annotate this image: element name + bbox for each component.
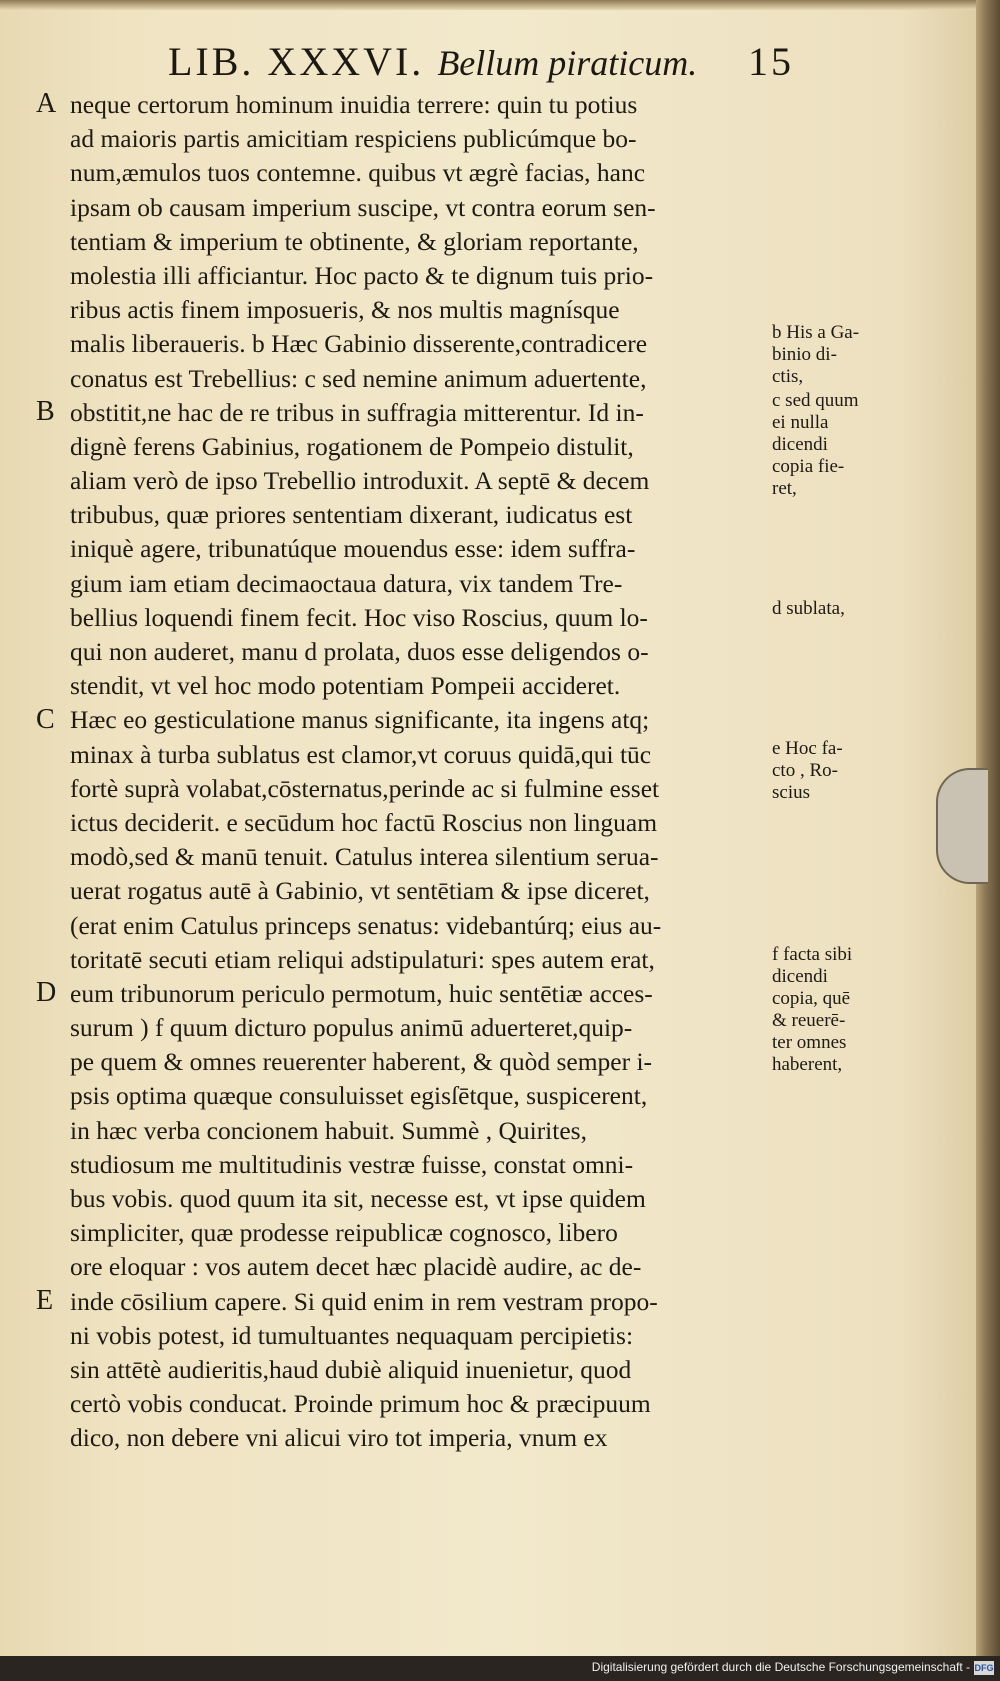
folio-number: 15 — [748, 39, 794, 84]
text-line: tentiam & imperium te obtinente, & gloriam reportante, — [70, 226, 639, 256]
section-letter: C — [36, 703, 55, 735]
text-line: uerat rogatus autē à Gabinio, vt sentētiam & ipse diceret, — [70, 876, 650, 906]
text-line: conatus est Trebellius: c sed nemine animum aduertente, — [70, 363, 647, 393]
text-line: surum ) f quum dicturo populus animū aduerteret,quip- — [70, 1013, 633, 1043]
margin-note-line: b His a Ga- — [772, 322, 860, 343]
text-line: in hæc verba concionem habuit. Summè , Quirites, — [70, 1115, 587, 1145]
text-line: ipsam ob causam imperium suscipe, vt contra eorum sen- — [70, 192, 656, 222]
margin-note — [772, 738, 892, 804]
margin-note-line: & reuerē- — [772, 1010, 846, 1031]
text-line: sin attētè audieritis,haud dubiè aliquid inuenietur, quod — [70, 1354, 632, 1384]
margin-note-line: ter omnes — [772, 1032, 847, 1053]
main-text-block — [70, 88, 770, 1456]
section-letter: E — [36, 1285, 54, 1316]
margin-note-line: binio di- — [772, 344, 837, 365]
text-line: iniquè agere, tribunatúque mouendus esse: idem suffra- — [70, 534, 636, 564]
text-line: modò,sed & manū tenuit. Catulus interea silentium serua- — [70, 842, 659, 872]
text-line: ni vobis potest, id tumultuantes nequaquam percipietis: — [70, 1320, 634, 1350]
text-line: ore eloquar : vos autem decet hæc placidè audire, ac de- — [70, 1252, 642, 1282]
text-line: obstitit,ne hac de re tribus in suffragia mitterentur. Id in- — [70, 397, 644, 427]
text-line: minax à turba sublatus est clamor,vt coruus quidā,qui tūc — [70, 739, 652, 769]
text-line: aliam verò de ipso Trebellio introduxit. A septē & decem — [70, 466, 650, 496]
subject-title: Bellum piraticum. — [437, 43, 698, 83]
text-line: Hæc eo gesticulatione manus significante, ita ingens atq; — [70, 705, 650, 735]
text-line: certò vobis conducat. Proinde primum hoc & præcipuum — [70, 1389, 651, 1419]
margin-note-line: e Hoc fa- — [772, 738, 843, 759]
text-line: eum tribunorum periculo permotum, huic sentētiæ acces- — [70, 978, 653, 1008]
text-line: psis optima quæque consuluisset egisſētque, suspicerent, — [70, 1081, 648, 1111]
margin-note — [772, 944, 892, 1076]
digitization-footer — [0, 1656, 1000, 1681]
dfg-logo: DFG — [974, 1663, 994, 1673]
text-line: pe quem & omnes reuerenter haberent, & quòd semper i- — [70, 1047, 653, 1077]
section-letter: B — [36, 395, 55, 427]
margin-note-line: haberent, — [772, 1054, 843, 1075]
margin-note-line: copia fie- — [772, 456, 845, 477]
text-line: gium iam etiam decimaoctaua datura, vix tandem Tre- — [70, 568, 623, 598]
text-line: malis liberaueris. b Hæc Gabinio disserente,contradicere — [70, 329, 648, 359]
book-number: LIB. XXXVI. — [168, 39, 425, 84]
text-line: studiosum me multitudinis vestræ fuisse, constat omni- — [70, 1149, 634, 1179]
margin-note — [772, 598, 892, 620]
text-line: bellius loquendi finem fecit. Hoc viso Roscius, quum lo- — [70, 602, 648, 632]
text-line: ictus deciderit. e secūdum hoc factū Roscius non linguam — [70, 807, 658, 837]
margin-note-line: scius — [772, 782, 810, 803]
margin-note-line: ret, — [772, 478, 797, 499]
running-head — [168, 38, 808, 88]
bookmark-tab — [936, 768, 988, 884]
margin-note-line: ctis, — [772, 366, 804, 387]
margin-note-line: f facta sibi — [772, 944, 853, 965]
text-line: fortè suprà volabat,cōsternatus,perinde ac si fulmine esset — [70, 773, 660, 803]
footer-credit: Digitalisierung gefördert durch die Deutsche Forschungsgemeinschaft - — [591, 1660, 970, 1674]
text-line: simpliciter, quæ prodesse reipublicæ cognosco, libero — [70, 1218, 618, 1248]
text-line: toritatē secuti etiam reliqui adstipulaturi: spes autem erat, — [70, 944, 655, 974]
margin-note-line: dicendi — [772, 966, 828, 987]
text-line: neque certorum hominum inuidia terrere: quin tu potius — [70, 90, 638, 119]
text-line: dignè ferens Gabinius, rogationem de Pompeio distulit, — [70, 431, 634, 461]
text-line: molestia illi afficiantur. Hoc pacto & te dignum tuis prio- — [70, 260, 654, 290]
section-letter: A — [36, 88, 57, 119]
section-letter: D — [36, 977, 57, 1009]
text-line: qui non auderet, manu d prolata, duos esse deligendos o- — [70, 637, 649, 666]
text-line: ribus actis finem imposueris, & nos multis magnísque — [70, 295, 620, 325]
text-line: bus vobis. quod quum ita sit, necesse est, vt ipse quidem — [70, 1184, 646, 1213]
margin-note — [772, 390, 892, 500]
text-line: ad maioris partis amicitiam respiciens publicúmque bo- — [70, 124, 637, 154]
text-line: (erat enim Catulus princeps senatus: videbantúrq; eius au- — [70, 910, 662, 940]
margin-note-line: cto , Ro- — [772, 760, 838, 781]
margin-note-line: ei nulla — [772, 412, 829, 433]
text-line: tribubus, quæ priores sententiam dixerant, iudicatus est — [70, 500, 633, 530]
margin-note-line: copia, quē — [772, 988, 851, 1009]
text-line: stendit, vt vel hoc modo potentiam Pompeii accideret. — [70, 671, 621, 701]
margin-note-line: c sed quum — [772, 390, 859, 411]
margin-note-line: dicendi — [772, 434, 828, 455]
margin-note-line: d sublata, — [772, 598, 845, 619]
page-top-edge — [0, 0, 1000, 10]
text-line: inde cōsilium capere. Si quid enim in rem vestram propo- — [70, 1286, 658, 1316]
margin-note — [772, 322, 892, 388]
text-line: num,æmulos tuos contemne. quibus vt ægrè facias, hanc — [70, 158, 646, 188]
text-line: dico, non debere vni alicui viro tot imperia, vnum ex — [70, 1423, 608, 1453]
